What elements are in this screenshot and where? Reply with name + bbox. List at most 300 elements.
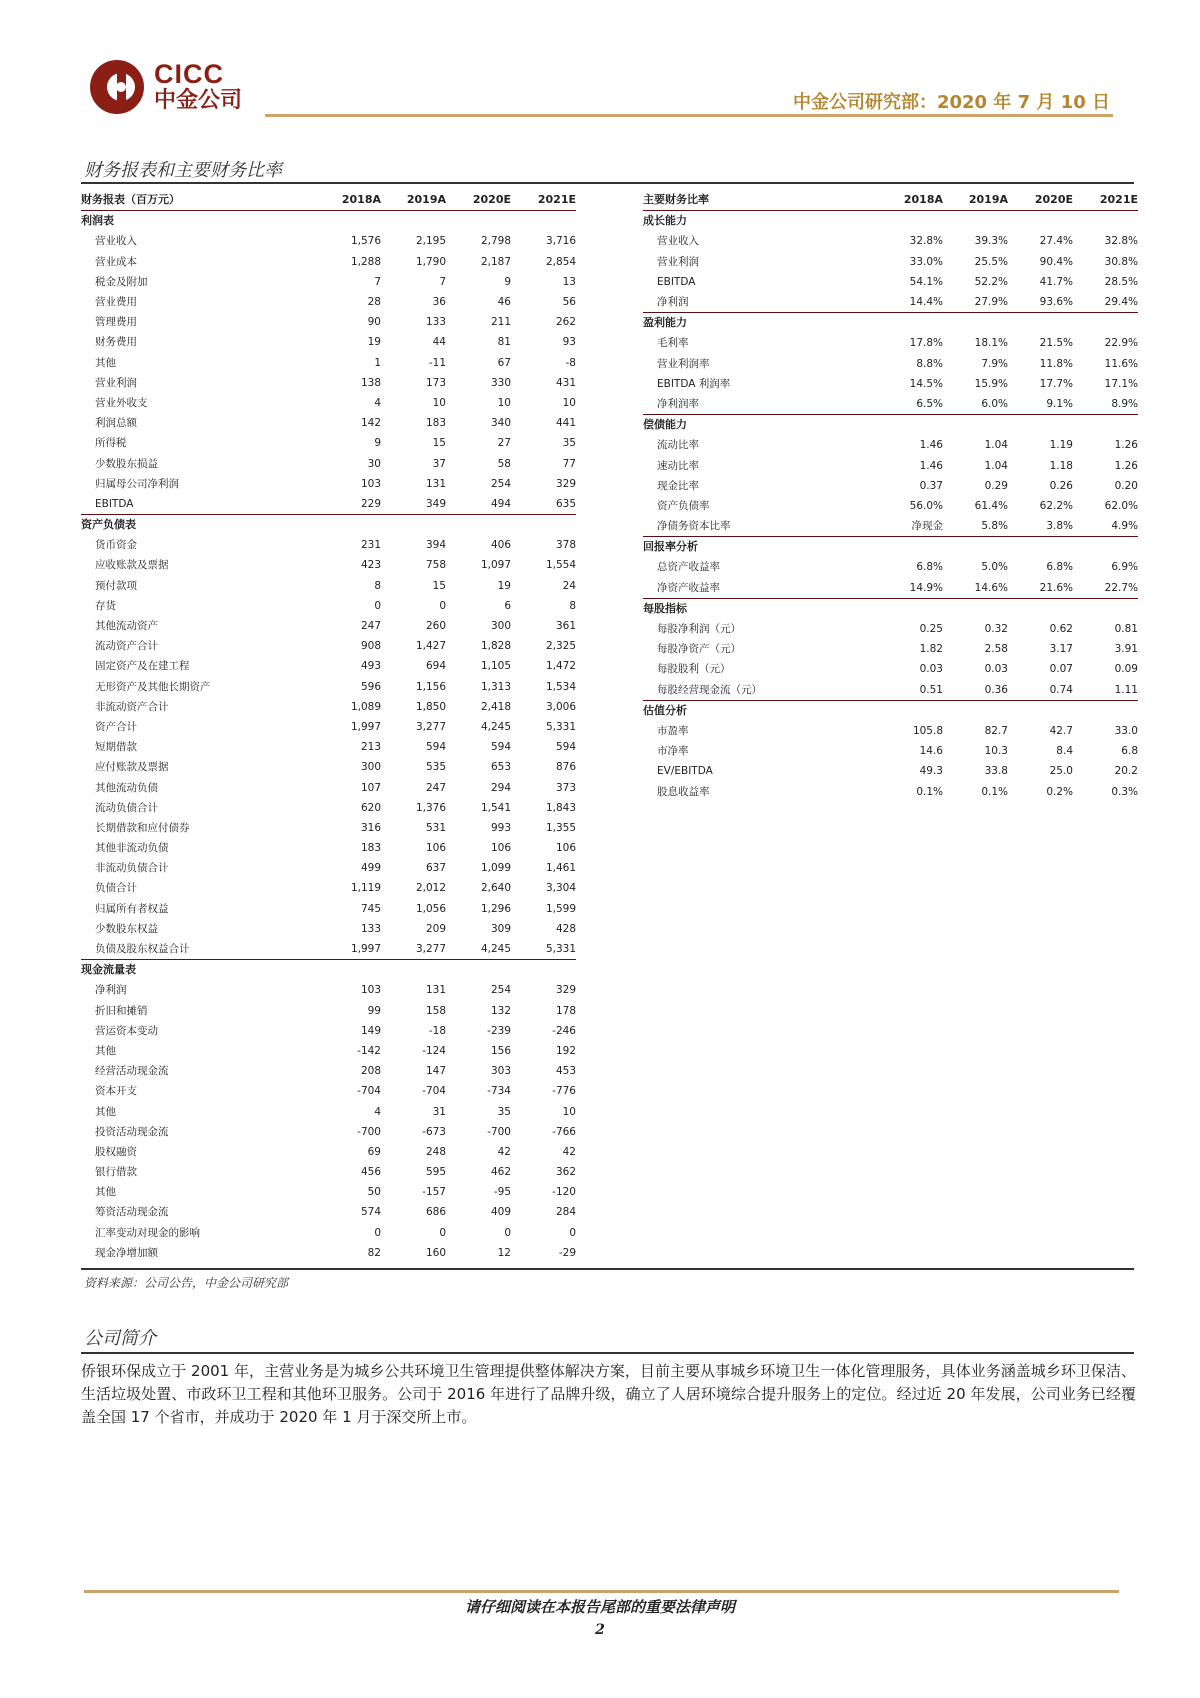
value-cell: 329 xyxy=(555,984,576,997)
row-label: 货币资金 xyxy=(95,539,137,552)
value-cell: 535 xyxy=(425,761,446,774)
value-cell: 30 xyxy=(367,457,381,470)
value-cell: -8 xyxy=(565,356,576,369)
value-cell: 90.4% xyxy=(1039,255,1073,268)
value-cell xyxy=(878,598,943,619)
value-cell: 1,288 xyxy=(350,255,381,268)
table-group-row xyxy=(81,211,576,232)
table-row xyxy=(81,453,576,473)
value-cell: 1,461 xyxy=(545,862,576,875)
value-cell: 441 xyxy=(555,417,576,430)
table-title-header: 财务报表（百万元） xyxy=(81,190,316,211)
row-label: 少数股东损益 xyxy=(95,457,158,470)
value-cell: 35 xyxy=(562,437,576,450)
group-label: 估值分析 xyxy=(643,703,687,717)
value-cell: 0.51 xyxy=(878,680,943,701)
row-label: EBITDA xyxy=(81,494,316,515)
value-cell: 1,105 xyxy=(480,660,511,673)
table-row xyxy=(643,333,1138,353)
value-cell: 21.6% xyxy=(1008,578,1073,599)
value-cell: 493 xyxy=(360,660,381,673)
value-cell: 25.0 xyxy=(1049,765,1073,778)
value-cell: 394 xyxy=(425,539,446,552)
value-cell: 6.8% xyxy=(916,561,943,574)
row-label: 存货 xyxy=(95,599,116,612)
value-cell: -734 xyxy=(487,1085,511,1098)
value-cell: 0.20 xyxy=(1114,479,1138,492)
table-row xyxy=(643,374,1138,394)
value-cell xyxy=(511,211,576,232)
value-cell: 10 xyxy=(562,1105,576,1118)
table-row xyxy=(643,781,1138,801)
table-row xyxy=(81,1081,576,1101)
row-label: 其他 xyxy=(95,1105,116,1118)
value-cell: 156 xyxy=(490,1044,511,1057)
value-cell: 1,997 xyxy=(316,939,381,960)
value-cell: 192 xyxy=(555,1044,576,1057)
value-cell: 462 xyxy=(490,1166,511,1179)
value-cell: 22.9% xyxy=(1104,337,1138,350)
table-row xyxy=(643,496,1138,516)
value-cell: 90 xyxy=(367,316,381,329)
row-label: 短期借款 xyxy=(95,741,137,754)
row-label: EV/EBITDA xyxy=(657,765,713,778)
value-cell: 37 xyxy=(432,457,446,470)
value-cell: -673 xyxy=(422,1125,446,1138)
value-cell: 0 xyxy=(439,599,446,612)
value-cell: 42 xyxy=(497,1145,511,1158)
value-cell: -704 xyxy=(422,1085,446,1098)
table-row xyxy=(81,474,576,494)
value-cell: 3,006 xyxy=(545,700,576,713)
row-label: 无形资产及其他长期资产 xyxy=(95,680,211,693)
row-label: 股权融资 xyxy=(95,1145,137,1158)
header-divider xyxy=(265,114,1113,117)
group-label: 现金流量表 xyxy=(81,963,136,977)
value-cell: 33.8 xyxy=(984,765,1008,778)
row-label: 现金比率 xyxy=(657,479,699,492)
row-label: 利润总额 xyxy=(95,417,137,430)
row-label: 市净率 xyxy=(657,745,689,758)
table-row xyxy=(81,252,576,272)
value-cell xyxy=(1008,415,1073,436)
value-cell xyxy=(1073,313,1138,334)
value-cell: 0.09 xyxy=(1114,663,1138,676)
value-cell: 4 xyxy=(374,1105,381,1118)
value-cell: 294 xyxy=(490,781,511,794)
value-cell: 0.07 xyxy=(1049,663,1073,676)
value-cell: 653 xyxy=(490,761,511,774)
value-cell: 908 xyxy=(360,640,381,653)
value-cell: 93 xyxy=(562,336,576,349)
value-cell: 0.36 xyxy=(943,680,1008,701)
value-cell: 19 xyxy=(497,579,511,592)
row-label: 市盈率 xyxy=(657,724,689,737)
value-cell: 0 xyxy=(504,1226,511,1239)
value-cell: 10 xyxy=(562,396,576,409)
value-cell: 31 xyxy=(432,1105,446,1118)
value-cell: 406 xyxy=(490,539,511,552)
value-cell: 103 xyxy=(360,984,381,997)
value-cell xyxy=(316,960,381,981)
value-cell: 594 xyxy=(425,741,446,754)
value-cell: 178 xyxy=(555,1004,576,1017)
value-cell: 1.46 xyxy=(919,439,943,452)
value-cell: 428 xyxy=(555,922,576,935)
value-cell: 15 xyxy=(432,437,446,450)
value-cell: 13 xyxy=(562,275,576,288)
table-row xyxy=(643,680,1138,701)
value-cell: 0.1% xyxy=(981,785,1008,798)
value-cell: 14.6 xyxy=(919,745,943,758)
value-cell: 27.4% xyxy=(1039,235,1073,248)
value-cell: 10 xyxy=(432,396,446,409)
row-label: 净债务资本比率 xyxy=(643,516,878,537)
value-cell: 56 xyxy=(562,296,576,309)
value-cell: 0.03 xyxy=(919,663,943,676)
value-cell: -11 xyxy=(428,356,446,369)
row-label: 税金及附加 xyxy=(95,275,148,288)
value-cell: -700 xyxy=(357,1125,381,1138)
value-cell: 431 xyxy=(555,376,576,389)
value-cell: 6.5% xyxy=(878,394,943,415)
table-row xyxy=(81,677,576,697)
value-cell: 27.9% xyxy=(943,292,1008,313)
value-cell: 77 xyxy=(562,457,576,470)
value-cell: 637 xyxy=(425,862,446,875)
value-cell xyxy=(446,211,511,232)
value-cell: 361 xyxy=(555,620,576,633)
row-label: 汇率变动对现金的影响 xyxy=(95,1226,200,1239)
table-group-row xyxy=(643,700,1138,721)
row-label: 营业利润 xyxy=(657,255,699,268)
table-row xyxy=(643,455,1138,475)
value-cell: 456 xyxy=(360,1166,381,1179)
value-cell: -142 xyxy=(357,1044,381,1057)
value-cell: 4 xyxy=(374,396,381,409)
value-cell: 39.3% xyxy=(974,235,1008,248)
row-label: 速动比率 xyxy=(657,459,699,472)
value-cell: 499 xyxy=(360,862,381,875)
table-row xyxy=(643,741,1138,761)
value-cell: 1,313 xyxy=(480,680,511,693)
row-label: 流动比率 xyxy=(657,439,699,452)
value-cell: 18.1% xyxy=(974,337,1008,350)
table-row xyxy=(81,798,576,818)
value-cell: 349 xyxy=(381,494,446,515)
table-row xyxy=(81,818,576,838)
page-number: 2 xyxy=(595,1622,605,1638)
value-cell: 1.11 xyxy=(1073,680,1138,701)
table-row xyxy=(643,252,1138,272)
value-cell: 14.6% xyxy=(943,578,1008,599)
value-cell xyxy=(878,211,943,232)
value-cell xyxy=(943,211,1008,232)
value-cell: 0.1% xyxy=(916,785,943,798)
group-label: 盈利能力 xyxy=(643,316,687,330)
row-label: 少数股东权益 xyxy=(95,922,158,935)
value-cell: 300 xyxy=(490,620,511,633)
row-label: 固定资产及在建工程 xyxy=(95,660,190,673)
value-cell: -704 xyxy=(357,1085,381,1098)
row-label: 其他 xyxy=(95,1044,116,1057)
row-label: 其他非流动负债 xyxy=(95,842,169,855)
value-cell: 6.0% xyxy=(943,394,1008,415)
value-cell: -766 xyxy=(552,1125,576,1138)
table-row xyxy=(81,777,576,797)
value-cell: 686 xyxy=(425,1206,446,1219)
row-label: 筹资活动现金流 xyxy=(95,1206,169,1219)
row-label: 非流动资产合计 xyxy=(95,700,169,713)
value-cell: 42 xyxy=(562,1145,576,1158)
table-row xyxy=(81,899,576,919)
value-cell: -124 xyxy=(422,1044,446,1057)
value-cell: 208 xyxy=(360,1065,381,1078)
value-cell: 1,427 xyxy=(415,640,446,653)
row-label: 投资活动现金流 xyxy=(95,1125,169,1138)
table-row xyxy=(643,619,1138,639)
value-cell: 6.9% xyxy=(1111,561,1138,574)
value-cell: 303 xyxy=(490,1065,511,1078)
value-cell: 2,418 xyxy=(480,700,511,713)
row-label: 净利润 xyxy=(95,984,127,997)
value-cell: 12 xyxy=(497,1246,511,1259)
value-cell: 160 xyxy=(425,1246,446,1259)
value-cell: 1,599 xyxy=(545,902,576,915)
legal-disclaimer: 请仔细阅读在本报告尾部的重要法律声明 xyxy=(464,1598,735,1616)
value-cell: 0.74 xyxy=(1008,680,1073,701)
value-cell: 25.5% xyxy=(974,255,1008,268)
value-cell xyxy=(1008,700,1073,721)
table-row xyxy=(81,656,576,676)
table-row xyxy=(81,717,576,737)
value-cell: 61.4% xyxy=(974,499,1008,512)
table-row xyxy=(81,555,576,575)
row-label: 每股净资产（元） xyxy=(657,643,741,656)
value-cell: 1.04 xyxy=(984,459,1008,472)
value-cell: 0.3% xyxy=(1111,785,1138,798)
table-group-row xyxy=(643,537,1138,558)
table-row xyxy=(81,1061,576,1081)
value-cell: 211 xyxy=(490,316,511,329)
value-cell: -120 xyxy=(552,1186,576,1199)
value-cell: 8.4 xyxy=(1056,745,1073,758)
table-row xyxy=(81,596,576,616)
value-cell: 32.8% xyxy=(909,235,943,248)
row-label: 其他流动负债 xyxy=(95,781,158,794)
table-row xyxy=(643,292,1138,313)
table-row xyxy=(81,878,576,898)
row-label: 营业外收支 xyxy=(95,396,148,409)
value-cell: 1,355 xyxy=(545,821,576,834)
value-cell: 183 xyxy=(425,417,446,430)
value-cell xyxy=(446,515,511,536)
value-cell xyxy=(381,960,446,981)
table-row xyxy=(81,858,576,878)
table-group-row xyxy=(643,211,1138,232)
table-row xyxy=(81,838,576,858)
value-cell: 1 xyxy=(374,356,381,369)
table-row xyxy=(81,616,576,636)
value-cell: 净现金 xyxy=(878,516,943,537)
value-cell: 1,097 xyxy=(480,559,511,572)
value-cell: 6 xyxy=(504,599,511,612)
table-row xyxy=(81,373,576,393)
value-cell: 82 xyxy=(367,1246,381,1259)
table-header-row xyxy=(643,190,1138,211)
value-cell: 99 xyxy=(367,1004,381,1017)
row-label: 归属所有者权益 xyxy=(95,902,169,915)
value-cell: 132 xyxy=(490,1004,511,1017)
table-row xyxy=(643,557,1138,577)
value-cell xyxy=(1008,598,1073,619)
value-cell: 1,119 xyxy=(350,882,381,895)
value-cell xyxy=(1073,415,1138,436)
row-label: 营业利润 xyxy=(95,376,137,389)
value-cell xyxy=(511,960,576,981)
value-cell: 3,304 xyxy=(545,882,576,895)
row-label: 其他 xyxy=(95,1186,116,1199)
tables-bottom-divider xyxy=(81,1268,1134,1270)
value-cell: 15 xyxy=(432,579,446,592)
value-cell: 131 xyxy=(425,477,446,490)
value-cell: -157 xyxy=(422,1186,446,1199)
section-divider xyxy=(81,182,1134,184)
value-cell: 423 xyxy=(360,559,381,572)
value-cell: 33.0% xyxy=(909,255,943,268)
row-label: 财务费用 xyxy=(95,336,137,349)
value-cell xyxy=(943,537,1008,558)
value-cell: 149 xyxy=(360,1024,381,1037)
row-label: 流动资产合计 xyxy=(95,640,158,653)
value-cell: 24 xyxy=(562,579,576,592)
value-cell: 7.9% xyxy=(981,357,1008,370)
value-cell: 0.62 xyxy=(1049,623,1073,636)
value-cell: 1,554 xyxy=(545,559,576,572)
value-cell: 2,325 xyxy=(545,640,576,653)
value-cell: 531 xyxy=(425,821,446,834)
group-label: 成长能力 xyxy=(643,214,687,228)
table-row xyxy=(81,919,576,939)
value-cell: 0.29 xyxy=(984,479,1008,492)
row-label: EBITDA xyxy=(657,275,696,288)
value-cell: 1,056 xyxy=(415,902,446,915)
financial-statements-table xyxy=(81,190,576,1263)
table-row xyxy=(81,939,576,960)
row-label: 应收账款及票据 xyxy=(95,559,169,572)
value-cell: 9 xyxy=(504,275,511,288)
value-cell: 131 xyxy=(425,984,446,997)
row-label: 银行借款 xyxy=(95,1166,137,1179)
year-column-header: 2018A xyxy=(316,190,381,211)
value-cell: 22.7% xyxy=(1073,578,1138,599)
table-row xyxy=(81,1243,576,1263)
year-column-header: 2019A xyxy=(381,190,446,211)
value-cell: 1,541 xyxy=(480,801,511,814)
value-cell: 635 xyxy=(511,494,576,515)
value-cell: 1,296 xyxy=(480,902,511,915)
value-cell: -95 xyxy=(493,1186,511,1199)
table-row xyxy=(81,1223,576,1243)
table-row xyxy=(81,494,576,515)
table-row xyxy=(81,980,576,1000)
value-cell xyxy=(511,515,576,536)
table-row xyxy=(643,231,1138,251)
value-cell: 2,798 xyxy=(480,235,511,248)
value-cell: 3,277 xyxy=(381,939,446,960)
value-cell: -700 xyxy=(487,1125,511,1138)
value-cell: 14.5% xyxy=(909,377,943,390)
value-cell: 17.8% xyxy=(909,337,943,350)
table-row xyxy=(81,1001,576,1021)
value-cell: 5,331 xyxy=(511,939,576,960)
footer-divider xyxy=(84,1590,1119,1593)
table-row xyxy=(81,576,576,596)
value-cell: 620 xyxy=(360,801,381,814)
row-label: 每股经营现金流（元） xyxy=(643,680,878,701)
row-label: 负债合计 xyxy=(95,882,137,895)
value-cell: 2,640 xyxy=(480,882,511,895)
table-row xyxy=(643,516,1138,537)
value-cell: 409 xyxy=(490,1206,511,1219)
value-cell: 46 xyxy=(497,296,511,309)
table-row xyxy=(81,1122,576,1142)
group-label: 资产负债表 xyxy=(81,518,136,532)
row-label: 经营活动现金流 xyxy=(95,1065,169,1078)
value-cell xyxy=(878,700,943,721)
row-label: 总资产收益率 xyxy=(657,561,720,574)
value-cell: 173 xyxy=(425,376,446,389)
value-cell: 1,534 xyxy=(545,680,576,693)
value-cell: 42.7 xyxy=(1049,724,1073,737)
value-cell: 2.58 xyxy=(984,643,1008,656)
table-row xyxy=(81,535,576,555)
value-cell: 316 xyxy=(360,821,381,834)
value-cell: 7 xyxy=(374,275,381,288)
table-row xyxy=(81,272,576,292)
value-cell: 6.8 xyxy=(1121,745,1138,758)
value-cell: 93.6% xyxy=(1008,292,1073,313)
value-cell xyxy=(1008,211,1073,232)
value-cell: 107 xyxy=(360,781,381,794)
row-label: 每股净利润（元） xyxy=(657,623,741,636)
row-label: 资产合计 xyxy=(95,720,137,733)
value-cell xyxy=(1073,537,1138,558)
value-cell: 10.3 xyxy=(984,745,1008,758)
value-cell: 69 xyxy=(367,1145,381,1158)
intro-paragraph: 侨银环保成立于 2001 年，主营业务是为城乡公共环境卫生管理提供整体解决方案，目前主要从事城乡环境卫生一体化管理服务，具体业务涵盖城乡环卫保洁、生活垃圾处置、市政环卫工程和其他环卫服务。公司于 2016 年进行了品牌升级，确立了人居环境综合提升服务上的定位。经过近 20 年发展，公司业务已经覆盖全国 17 个省市，并成功于 2020 年 1 月于深交所上市。 xyxy=(81,1362,1136,1426)
value-cell: -239 xyxy=(487,1024,511,1037)
value-cell: 3.8% xyxy=(1008,516,1073,537)
group-label: 利润表 xyxy=(81,214,114,228)
row-label: 资产负债率 xyxy=(657,499,710,512)
row-label: 营业收入 xyxy=(657,235,699,248)
value-cell: 17.1% xyxy=(1104,377,1138,390)
value-cell: -29 xyxy=(558,1246,576,1259)
value-cell: 0.25 xyxy=(919,623,943,636)
table-row xyxy=(81,1162,576,1182)
row-label: EBITDA 利润率 xyxy=(657,377,731,390)
table-row xyxy=(81,737,576,757)
value-cell: 19 xyxy=(367,336,381,349)
value-cell: 138 xyxy=(360,376,381,389)
value-cell: 247 xyxy=(360,620,381,633)
row-label: 营运资本变动 xyxy=(95,1024,158,1037)
value-cell xyxy=(1008,537,1073,558)
value-cell: 4.9% xyxy=(1073,516,1138,537)
row-label: 营业收入 xyxy=(95,235,137,248)
value-cell: 30.8% xyxy=(1104,255,1138,268)
